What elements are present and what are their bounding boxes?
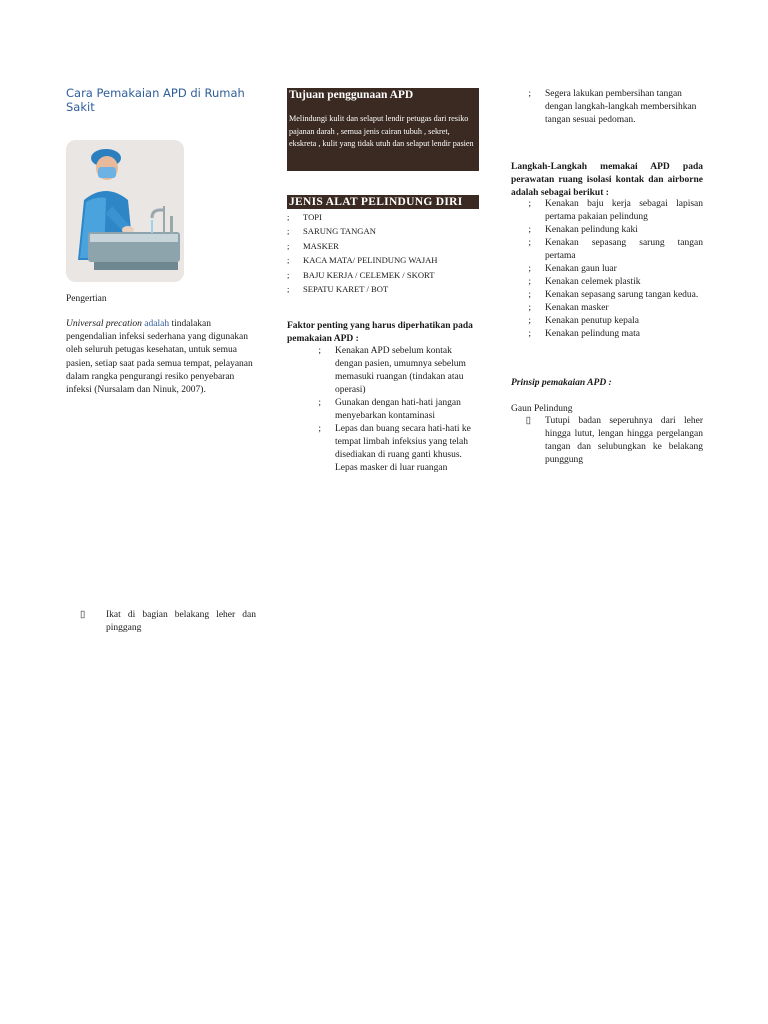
list-marker: ; xyxy=(287,226,290,237)
list-item-text: Gunakan dengan hati-hati jangan menyebarkan kontaminasi xyxy=(335,398,461,421)
gaun-item xyxy=(511,415,703,467)
pengertian-link[interactable]: adalah xyxy=(144,319,170,329)
jenis-list xyxy=(287,210,479,296)
list-marker: ; xyxy=(528,238,531,248)
list-marker: ; xyxy=(287,284,290,295)
list-item xyxy=(287,268,479,282)
list-item-text: TOPI xyxy=(303,212,322,222)
list-item-text: Kenakan celemek plastik xyxy=(545,277,641,287)
pengertian-term: Universal precation xyxy=(66,319,142,329)
list-item xyxy=(511,263,703,276)
list-item xyxy=(511,198,703,224)
list-item xyxy=(511,302,703,315)
list-item-text: Kenakan penutup kepala xyxy=(545,316,639,326)
top-item-text: Segera lakukan pembersihan tangan dengan langkah-langkah membersihkan tangan sesuai pedoman. xyxy=(545,89,697,125)
list-item-text: KACA MATA/ PELINDUNG WAJAH xyxy=(303,255,438,266)
bullet-marker-icon: ▯ xyxy=(525,416,531,426)
pengertian-paragraph xyxy=(66,318,256,397)
list-item xyxy=(287,210,479,224)
list-item-text: Kenakan masker xyxy=(545,303,609,313)
list-marker: ; xyxy=(318,424,321,434)
ikat-text: Ikat di bagian belakang leher dan pinggang xyxy=(106,610,256,633)
list-marker: ; xyxy=(528,316,531,326)
list-marker: ; xyxy=(528,264,531,274)
list-item xyxy=(511,237,703,263)
jenis-heading: JENIS ALAT PELINDUNG DIRI xyxy=(287,195,479,209)
list-marker: ; xyxy=(528,225,531,235)
list-item xyxy=(287,423,481,475)
list-item xyxy=(287,282,479,296)
tujuan-heading: Tujuan penggunaan APD xyxy=(289,89,414,101)
list-marker: ; xyxy=(528,277,531,287)
langkah-list xyxy=(511,198,703,341)
tujuan-box xyxy=(287,88,479,171)
list-marker: ; xyxy=(287,255,290,266)
list-item xyxy=(287,397,481,423)
list-item xyxy=(511,315,703,328)
list-item-text: Kenakan pelindung mata xyxy=(545,329,640,339)
list-marker: ; xyxy=(318,398,321,408)
langkah-heading: Langkah-Langkah memakai APD pada perawatan ruang isolasi kontak dan airborne adalah sebagai berikut : xyxy=(511,162,703,198)
list-marker: ; xyxy=(528,329,531,339)
list-marker: ; xyxy=(528,290,531,300)
list-item xyxy=(511,224,703,237)
page-title: Cara Pemakaian APD di Rumah Sakit xyxy=(66,86,245,114)
top-item xyxy=(511,88,703,127)
list-item-text: SARUNG TANGAN xyxy=(303,226,376,237)
gaun-item-text: Tutupi badan seperuhnya dari leher hingga lutut, lengan hingga pergelangan tangan dan selubungkan ke belakang punggung xyxy=(545,416,703,465)
list-marker: ; xyxy=(528,199,531,209)
list-item xyxy=(287,224,479,238)
list-item-text: Lepas dan buang secara hati-hati ke tempat limbah infeksius yang telah disediakan di ruang ganti khusus. Lepas masker di luar ruangan xyxy=(335,424,471,473)
prinsip-heading: Prinsip pemakaian APD : xyxy=(511,378,612,388)
faktor-list xyxy=(287,345,481,475)
list-item-text: Kenakan APD sebelum kontak dengan pasien, umumnya sebelum memasuki ruangan (tindakan atau operasi) xyxy=(335,346,466,395)
list-item xyxy=(511,328,703,341)
list-item-text: Kenakan pelindung kaki xyxy=(545,225,638,235)
list-marker: ; xyxy=(318,346,321,356)
list-item-text: MASKER xyxy=(303,240,339,251)
nurse-handwashing-illustration xyxy=(66,140,184,282)
list-marker: ; xyxy=(287,212,290,222)
list-item-text: BAJU KERJA / CELEMEK / SKORT xyxy=(303,269,435,280)
gaun-heading: Gaun Pelindung xyxy=(511,404,573,414)
tujuan-text: Melindungi kulit dan selaput lendir petugas dari resiko pajanan darah , semua jenis cairan tubuh , sekret, ekskreta , kulit yang tidak utuh dan selaput lendir pasien xyxy=(289,114,474,148)
list-marker: ; xyxy=(528,89,531,99)
faktor-heading: Faktor penting yang harus diperhatikan pada pemakaian APD : xyxy=(287,321,473,344)
list-item-text: Kenakan gaun luar xyxy=(545,264,617,274)
list-item-text: Kenakan baju kerja sebagai lapisan pertama pakaian pelindung xyxy=(545,199,703,222)
list-item xyxy=(287,253,479,267)
list-item xyxy=(511,276,703,289)
list-item-text: Kenakan sepasang sarung tangan kedua. xyxy=(545,290,699,300)
list-item-text: Kenakan sepasang sarung tangan pertama xyxy=(545,238,703,261)
pengertian-text: tindalakan pengendalian infeksi sederhana yang digunakan oleh seluruh petugas kesehatan, untuk semua pasien, setiap saat pada semua tempat, pelayanan dalam rangka pengurangi resiko penyebaran infeksi (Nursalam dan Ninuk, 2007). xyxy=(66,319,253,396)
list-item xyxy=(287,239,479,253)
list-item xyxy=(287,345,481,397)
pengertian-heading: Pengertian xyxy=(66,294,107,304)
list-item xyxy=(511,289,703,302)
bullet-marker-icon: ▯ xyxy=(80,610,86,620)
ikat-bullet xyxy=(80,609,256,635)
list-marker: ; xyxy=(528,303,531,313)
list-marker: ; xyxy=(287,269,290,280)
list-item-text: SEPATU KARET / BOT xyxy=(303,284,389,295)
list-marker: ; xyxy=(287,240,290,251)
